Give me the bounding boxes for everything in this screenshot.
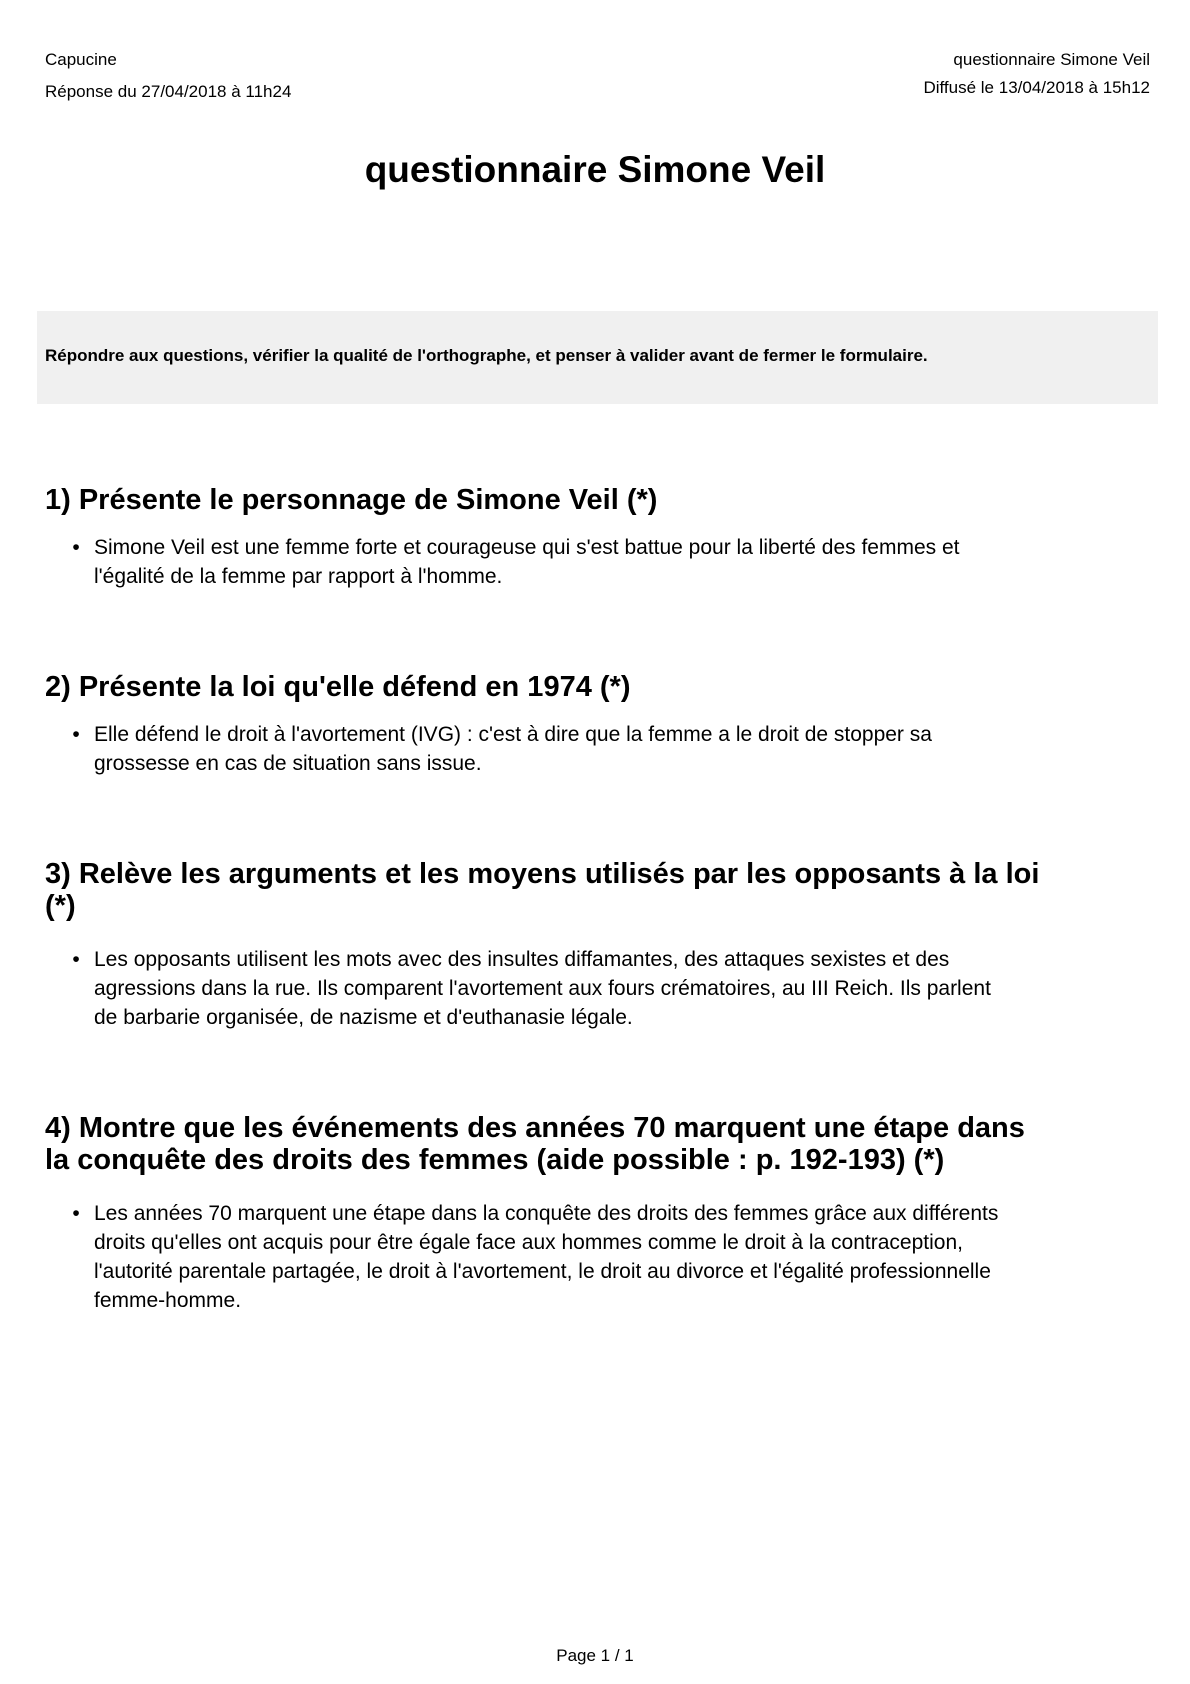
answer-line: l'égalité de la femme par rapport à l'homme. <box>94 565 503 588</box>
bullet-icon: • <box>72 723 80 746</box>
bullet-icon: • <box>72 1202 80 1225</box>
question-title-line: 3) Relève les arguments et les moyens utilisés par les opposants à la loi <box>45 858 1040 890</box>
bullet-icon: • <box>72 536 80 559</box>
answer-line: l'autorité parentale partagée, le droit à l'avortement, le droit au divorce et l'égalité professionnelle <box>94 1260 991 1283</box>
published-date: Diffusé le 13/04/2018 à 15h12 <box>923 78 1150 97</box>
question-3-title <box>45 858 1155 922</box>
question-title-line: 2) Présente la loi qu'elle défend en 1974 (*) <box>45 671 631 703</box>
answer-line: agressions dans la rue. Ils comparent l'avortement aux fours crématoires, au III Reich. Ils parlent <box>94 977 991 1000</box>
question-4-title <box>45 1112 1155 1176</box>
answer-line: grossesse en cas de situation sans issue. <box>94 752 482 775</box>
respondent-name: Capucine <box>45 50 117 69</box>
page-indicator: Page 1 / 1 <box>556 1646 634 1665</box>
form-name: questionnaire Simone Veil <box>953 50 1150 69</box>
answer-line: femme-homme. <box>94 1289 242 1312</box>
question-1-title <box>45 484 1155 516</box>
bullet-icon: • <box>72 948 80 971</box>
answer-line: Simone Veil est une femme forte et courageuse qui s'est battue pour la liberté des femmes et <box>94 536 960 559</box>
answer-line: droits qu'elles ont acquis pour être égale face aux hommes comme le droit à la contraception, <box>94 1231 963 1254</box>
question-title-line: 4) Montre que les événements des années 70 marquent une étape dans <box>45 1112 1025 1144</box>
answer-line: Les années 70 marquent une étape dans la conquête des droits des femmes grâce aux différents <box>94 1202 999 1225</box>
answer-line: de barbarie organisée, de nazisme et d'euthanasie légale. <box>94 1006 633 1029</box>
question-title-line: la conquête des droits des femmes (aide possible : p. 192-193) (*) <box>45 1144 945 1176</box>
instructions-text: Répondre aux questions, vérifier la qualité de l'orthographe, et penser à valider avant de fermer le formulaire. <box>45 346 928 365</box>
instructions-box <box>37 311 1158 404</box>
question-title-line: 1) Présente le personnage de Simone Veil (*) <box>45 484 658 516</box>
answer-line: Elle défend le droit à l'avortement (IVG) : c'est à dire que la femme a le droit de stopper sa <box>94 723 932 746</box>
question-2-title <box>45 671 1155 703</box>
page-title: questionnaire Simone Veil <box>364 149 826 190</box>
answer-line: Les opposants utilisent les mots avec des insultes diffamantes, des attaques sexistes et des <box>94 948 950 971</box>
response-date: Réponse du 27/04/2018 à 11h24 <box>45 82 292 101</box>
question-title-line: (*) <box>45 890 76 922</box>
